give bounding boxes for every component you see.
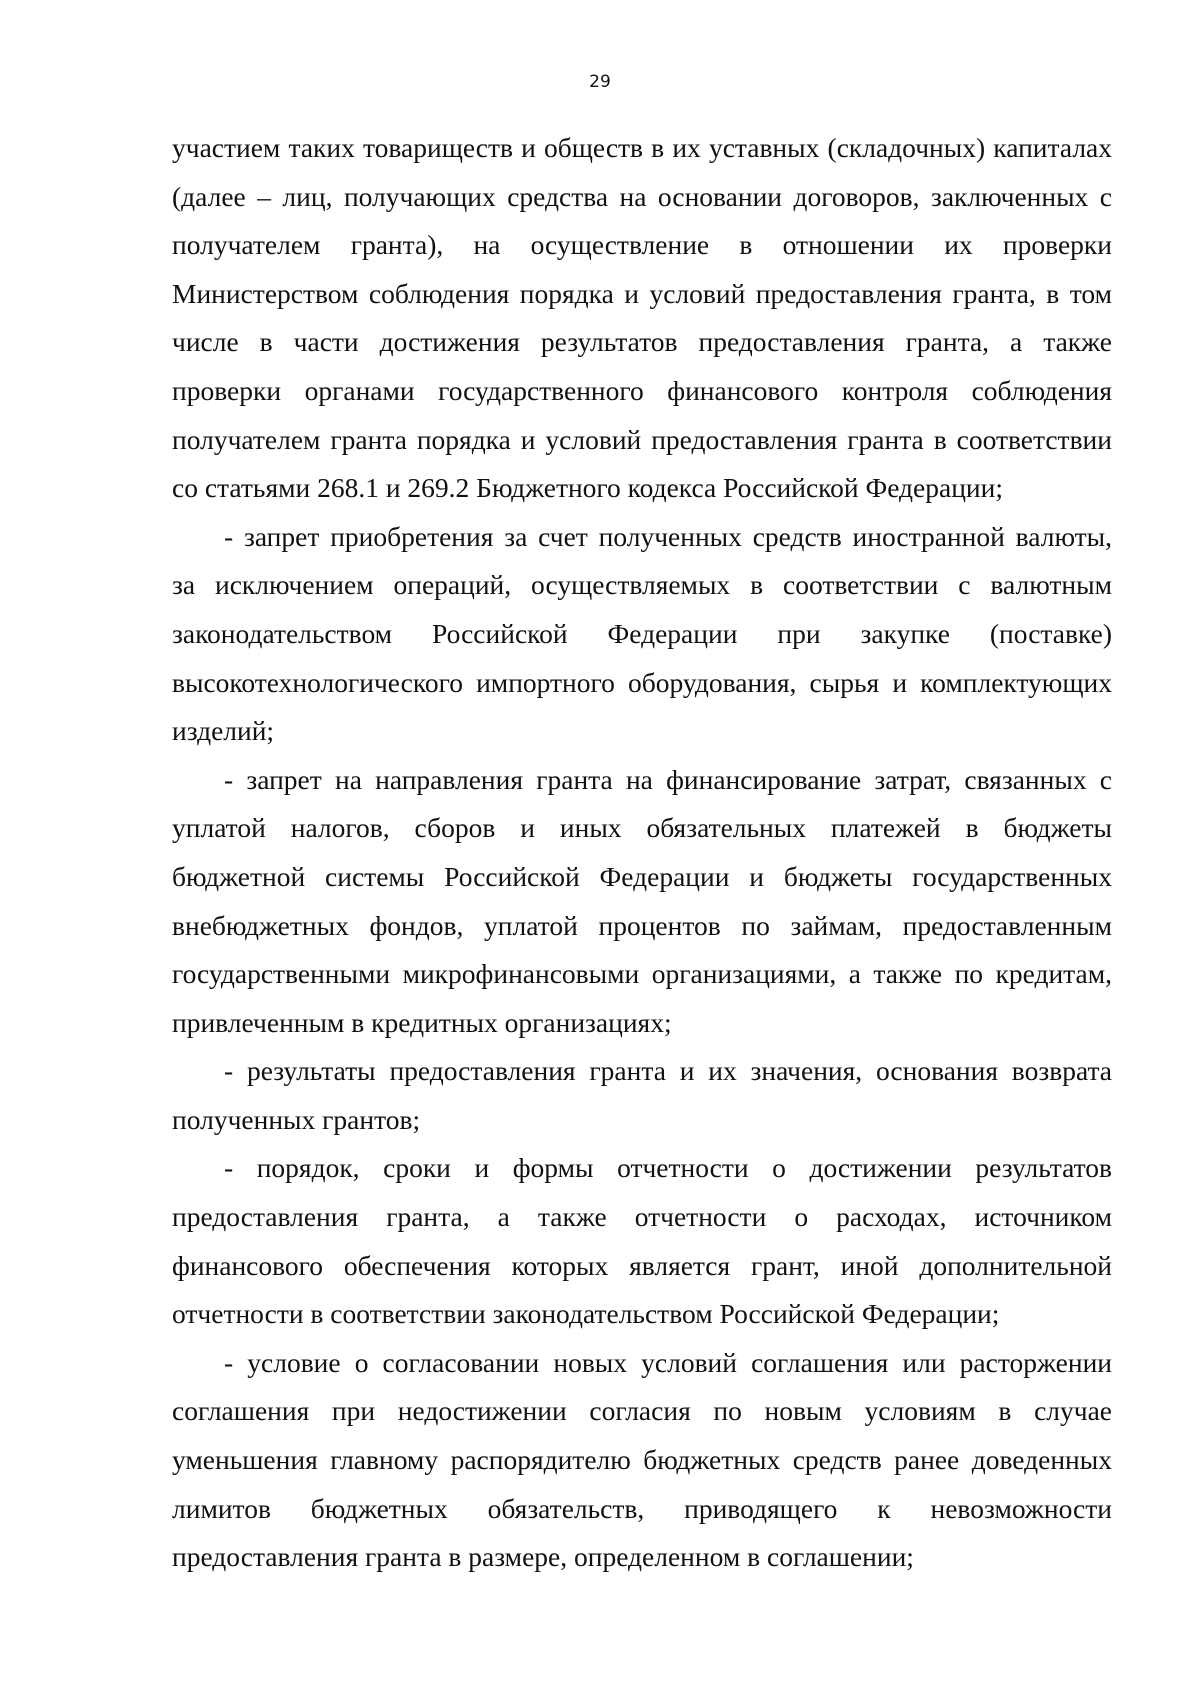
text-line: изделий;	[172, 715, 275, 747]
text-line: финансового обеспечения которых является грант, иной дополнительной	[172, 1249, 1112, 1281]
paragraph	[172, 756, 1112, 1048]
paragraph	[172, 513, 1112, 756]
text-line: предоставления гранта в размере, определенном в соглашении;	[172, 1541, 914, 1573]
text-line: - запрет на направления гранта на финансирование затрат, связанных с	[224, 763, 1112, 795]
text-line: лимитов бюджетных обязательств, приводящего к невозможности	[172, 1492, 1112, 1524]
text-line: со статьями 268.1 и 269.2 Бюджетного кодекса Российской Федерации;	[172, 472, 1003, 504]
paragraph	[172, 1339, 1112, 1582]
text-line: проверки органами государственного финансового контроля соблюдения	[172, 374, 1112, 406]
text-line: отчетности в соответствии законодательством Российской Федерации;	[172, 1298, 1000, 1330]
text-line: - результаты предоставления гранта и их значения, основания возврата	[224, 1055, 1112, 1087]
text-line: уплатой налогов, сборов и иных обязательных платежей в бюджеты	[172, 812, 1112, 844]
body-text	[172, 124, 1112, 1582]
text-line: государственными микрофинансовыми организациями, а также по кредитам,	[172, 958, 1112, 990]
text-line: привлеченным в кредитных организациях;	[172, 1006, 672, 1038]
paragraph	[172, 1047, 1112, 1144]
text-line: - порядок, сроки и формы отчетности о достижении результатов	[224, 1152, 1112, 1184]
text-line: уменьшения главному распорядителю бюджетных средств ранее доведенных	[172, 1444, 1112, 1476]
text-line: соглашения при недостижении согласия по новым условиям в случае	[172, 1395, 1112, 1427]
text-line: полученных грантов;	[172, 1103, 421, 1135]
text-line: Министерством соблюдения порядка и условий предоставления гранта, в том	[172, 277, 1112, 309]
text-line: законодательством Российской Федерации при закупке (поставке)	[172, 617, 1112, 649]
text-line: получателем гранта порядка и условий предоставления гранта в соответствии	[172, 423, 1112, 455]
text-line: участием таких товариществ и обществ в их уставных (складочных) капиталах	[172, 132, 1112, 163]
paragraph	[172, 1144, 1112, 1338]
text-line: (далее – лиц, получающих средства на основании договоров, заключенных с	[172, 180, 1112, 212]
text-line: предоставления гранта, а также отчетности о расходах, источником	[172, 1201, 1112, 1233]
page-number: 29	[589, 72, 611, 92]
text-line: получателем гранта), на осуществление в отношении их проверки	[172, 229, 1112, 261]
text-line: - условие о согласовании новых условий соглашения или расторжении	[224, 1346, 1112, 1378]
text-line: внебюджетных фондов, уплатой процентов по займам, предоставленным	[172, 909, 1112, 941]
text-line: числе в части достижения результатов предоставления гранта, а также	[172, 326, 1112, 358]
text-line: бюджетной системы Российской Федерации и бюджеты государственных	[172, 860, 1112, 892]
text-line: высокотехнологического импортного оборудования, сырья и комплектующих	[172, 666, 1112, 698]
text-line: за исключением операций, осуществляемых в соответствии с валютным	[172, 569, 1112, 601]
text-line: - запрет приобретения за счет полученных средств иностранной валюты,	[224, 520, 1112, 552]
paragraph	[172, 124, 1112, 513]
